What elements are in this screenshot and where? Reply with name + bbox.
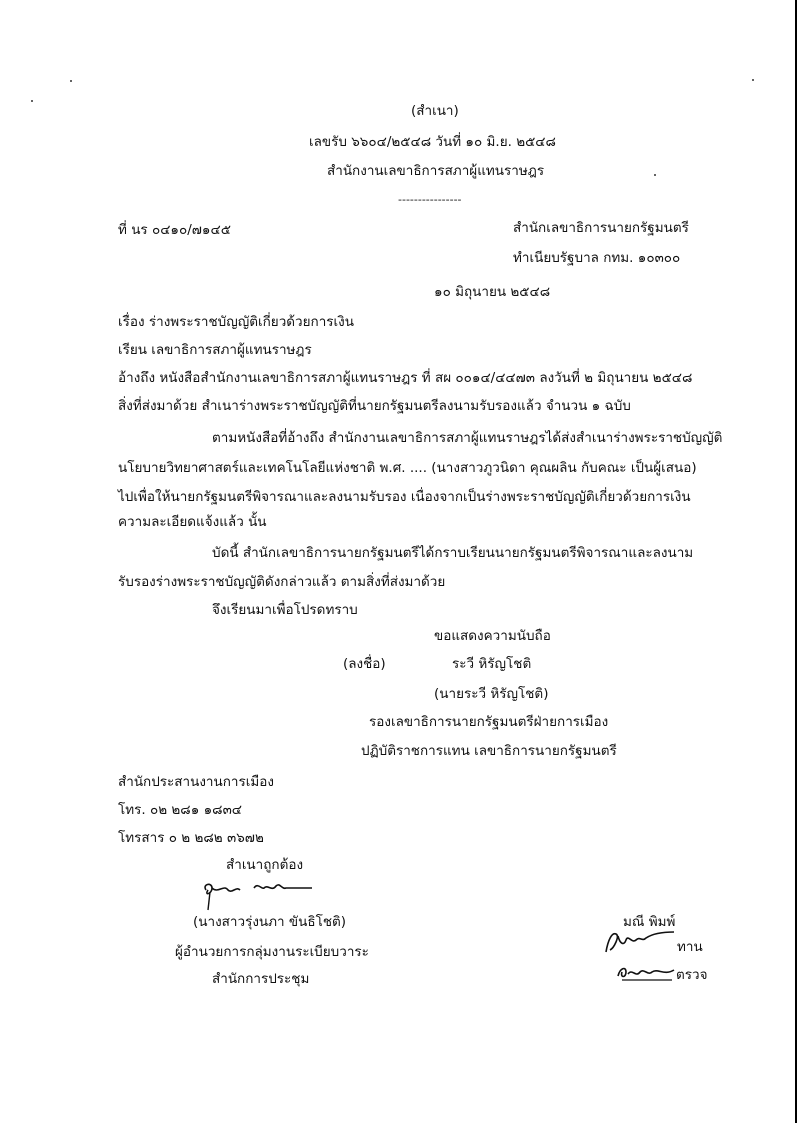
sender-office: สำนักเลขาธิการนายกรัฐมนตรี [513, 220, 689, 236]
certifier-title: ผู้อำนวยการกลุ่มงานระเบียบวาระ [175, 944, 369, 960]
scan-edge [795, 0, 797, 1123]
body-paragraph-1-line-4: ความละเอียดแจ้งแล้ว นั้น [118, 514, 267, 530]
body-paragraph-1-line-2: นโยบายวิทยาศาสตร์และเทคโนโลยีแห่งชาติ พ.ศ. .... (นางสาวภูวนิดา คุณผลิน กับคณะ เป็นผู้เสนอ) [118, 460, 697, 476]
footer-office: สำนักประสานงานการเมือง [118, 774, 274, 790]
body-paragraph-2-line-1: บัดนี้ สำนักเลขาธิการนายกรัฐมนตรีได้กราบเรียนนายกรัฐมนตรีพิจารณาและลงนาม [212, 545, 694, 561]
checker-initials [614, 960, 678, 984]
certifier-office: สำนักการประชุม [212, 971, 310, 987]
certifier-name: (นางสาวรุ่งนภา ขันธิโชติ) [193, 914, 347, 930]
receipt-line: เลขรับ ๖๖๐๔/๒๕๔๘ วันที่ ๑๐ มิ.ย. ๒๕๔๘ [309, 134, 556, 150]
checked-label: ตรวจ [676, 967, 708, 983]
scan-speck [31, 100, 33, 102]
signer-name: ระวี หิรัญโชติ [452, 656, 532, 672]
receiving-office: สำนักงานเลขาธิการสภาผู้แทนราษฎร [327, 163, 545, 179]
scan-speck [654, 174, 656, 176]
closing: ขอแสดงความนับถือ [434, 628, 551, 644]
reviewer-initials [602, 928, 680, 958]
reference-line: อ้างถึง หนังสือสำนักงานเลขาธิการสภาผู้แทนราษฎร ที่ สผ ๐๐๑๔/๔๔๗๓ ลงวันที่ ๒ มิถุนายน ๒๕๔๘ [118, 370, 693, 386]
recipient: เรียน เลขาธิการสภาผู้แทนราษฎร [118, 342, 312, 358]
certified-copy-label: สำเนาถูกต้อง [226, 857, 304, 873]
letter-date: ๑๐ มิถุนายน ๒๕๔๘ [434, 284, 551, 300]
body-paragraph-3: จึงเรียนมาเพื่อโปรดทราบ [212, 602, 358, 618]
signer-title-2: ปฏิบัติราชการแทน เลขาธิการนายกรัฐมนตรี [361, 743, 617, 759]
enclosure-line: สิ่งที่ส่งมาด้วย สำเนาร่างพระราชบัญญัติที่นายกรัฐมนตรีลงนามรับรองแล้ว จำนวน ๑ ฉบับ [118, 398, 631, 414]
signed-label: (ลงชื่อ) [343, 656, 386, 672]
footer-phone: โทร. ๐๒ ๒๘๑ ๑๘๓๔ [118, 802, 243, 818]
signer-title-1: รองเลขาธิการนายกรัฐมนตรีฝ่ายการเมือง [369, 714, 609, 730]
sender-address: ทำเนียบรัฐบาล กทม. ๑๐๓๐๐ [513, 250, 681, 266]
body-paragraph-2-line-2: รับรองร่างพระราชบัญญัติดังกล่าวแล้ว ตามสิ่งที่ส่งมาด้วย [118, 574, 446, 590]
typist-name: มณี พิมพ์ [623, 914, 676, 930]
copy-mark: (สำเนา) [411, 103, 459, 119]
body-paragraph-1-line-3: ไปเพื่อให้นายกรัฐมนตรีพิจารณาและลงนามรับรอง เนื่องจากเป็นร่างพระราชบัญญัติเกี่ยวด้วยการเงิน [118, 489, 691, 505]
footer-fax: โทรสาร ๐ ๒ ๒๘๒ ๓๖๗๒ [118, 830, 264, 846]
certifier-signature [198, 876, 316, 916]
signer-name-parenthesized: (นายระวี หิรัญโชติ) [434, 686, 549, 702]
body-paragraph-1-line-1: ตามหนังสือที่อ้างถึง สำนักงานเลขาธิการสภาผู้แทนราษฎรได้ส่งสำเนาร่างพระราชบัญญัติ [212, 430, 723, 446]
reference-number: ที่ นร ๐๔๑๐/๗๑๔๕ [118, 222, 231, 238]
scan-speck [70, 80, 72, 82]
typed-label: ทาน [677, 939, 703, 955]
divider: ---------------- [398, 193, 462, 206]
scan-speck [752, 79, 754, 81]
subject: เรื่อง ร่างพระราชบัญญัติเกี่ยวด้วยการเงิน [118, 314, 354, 330]
